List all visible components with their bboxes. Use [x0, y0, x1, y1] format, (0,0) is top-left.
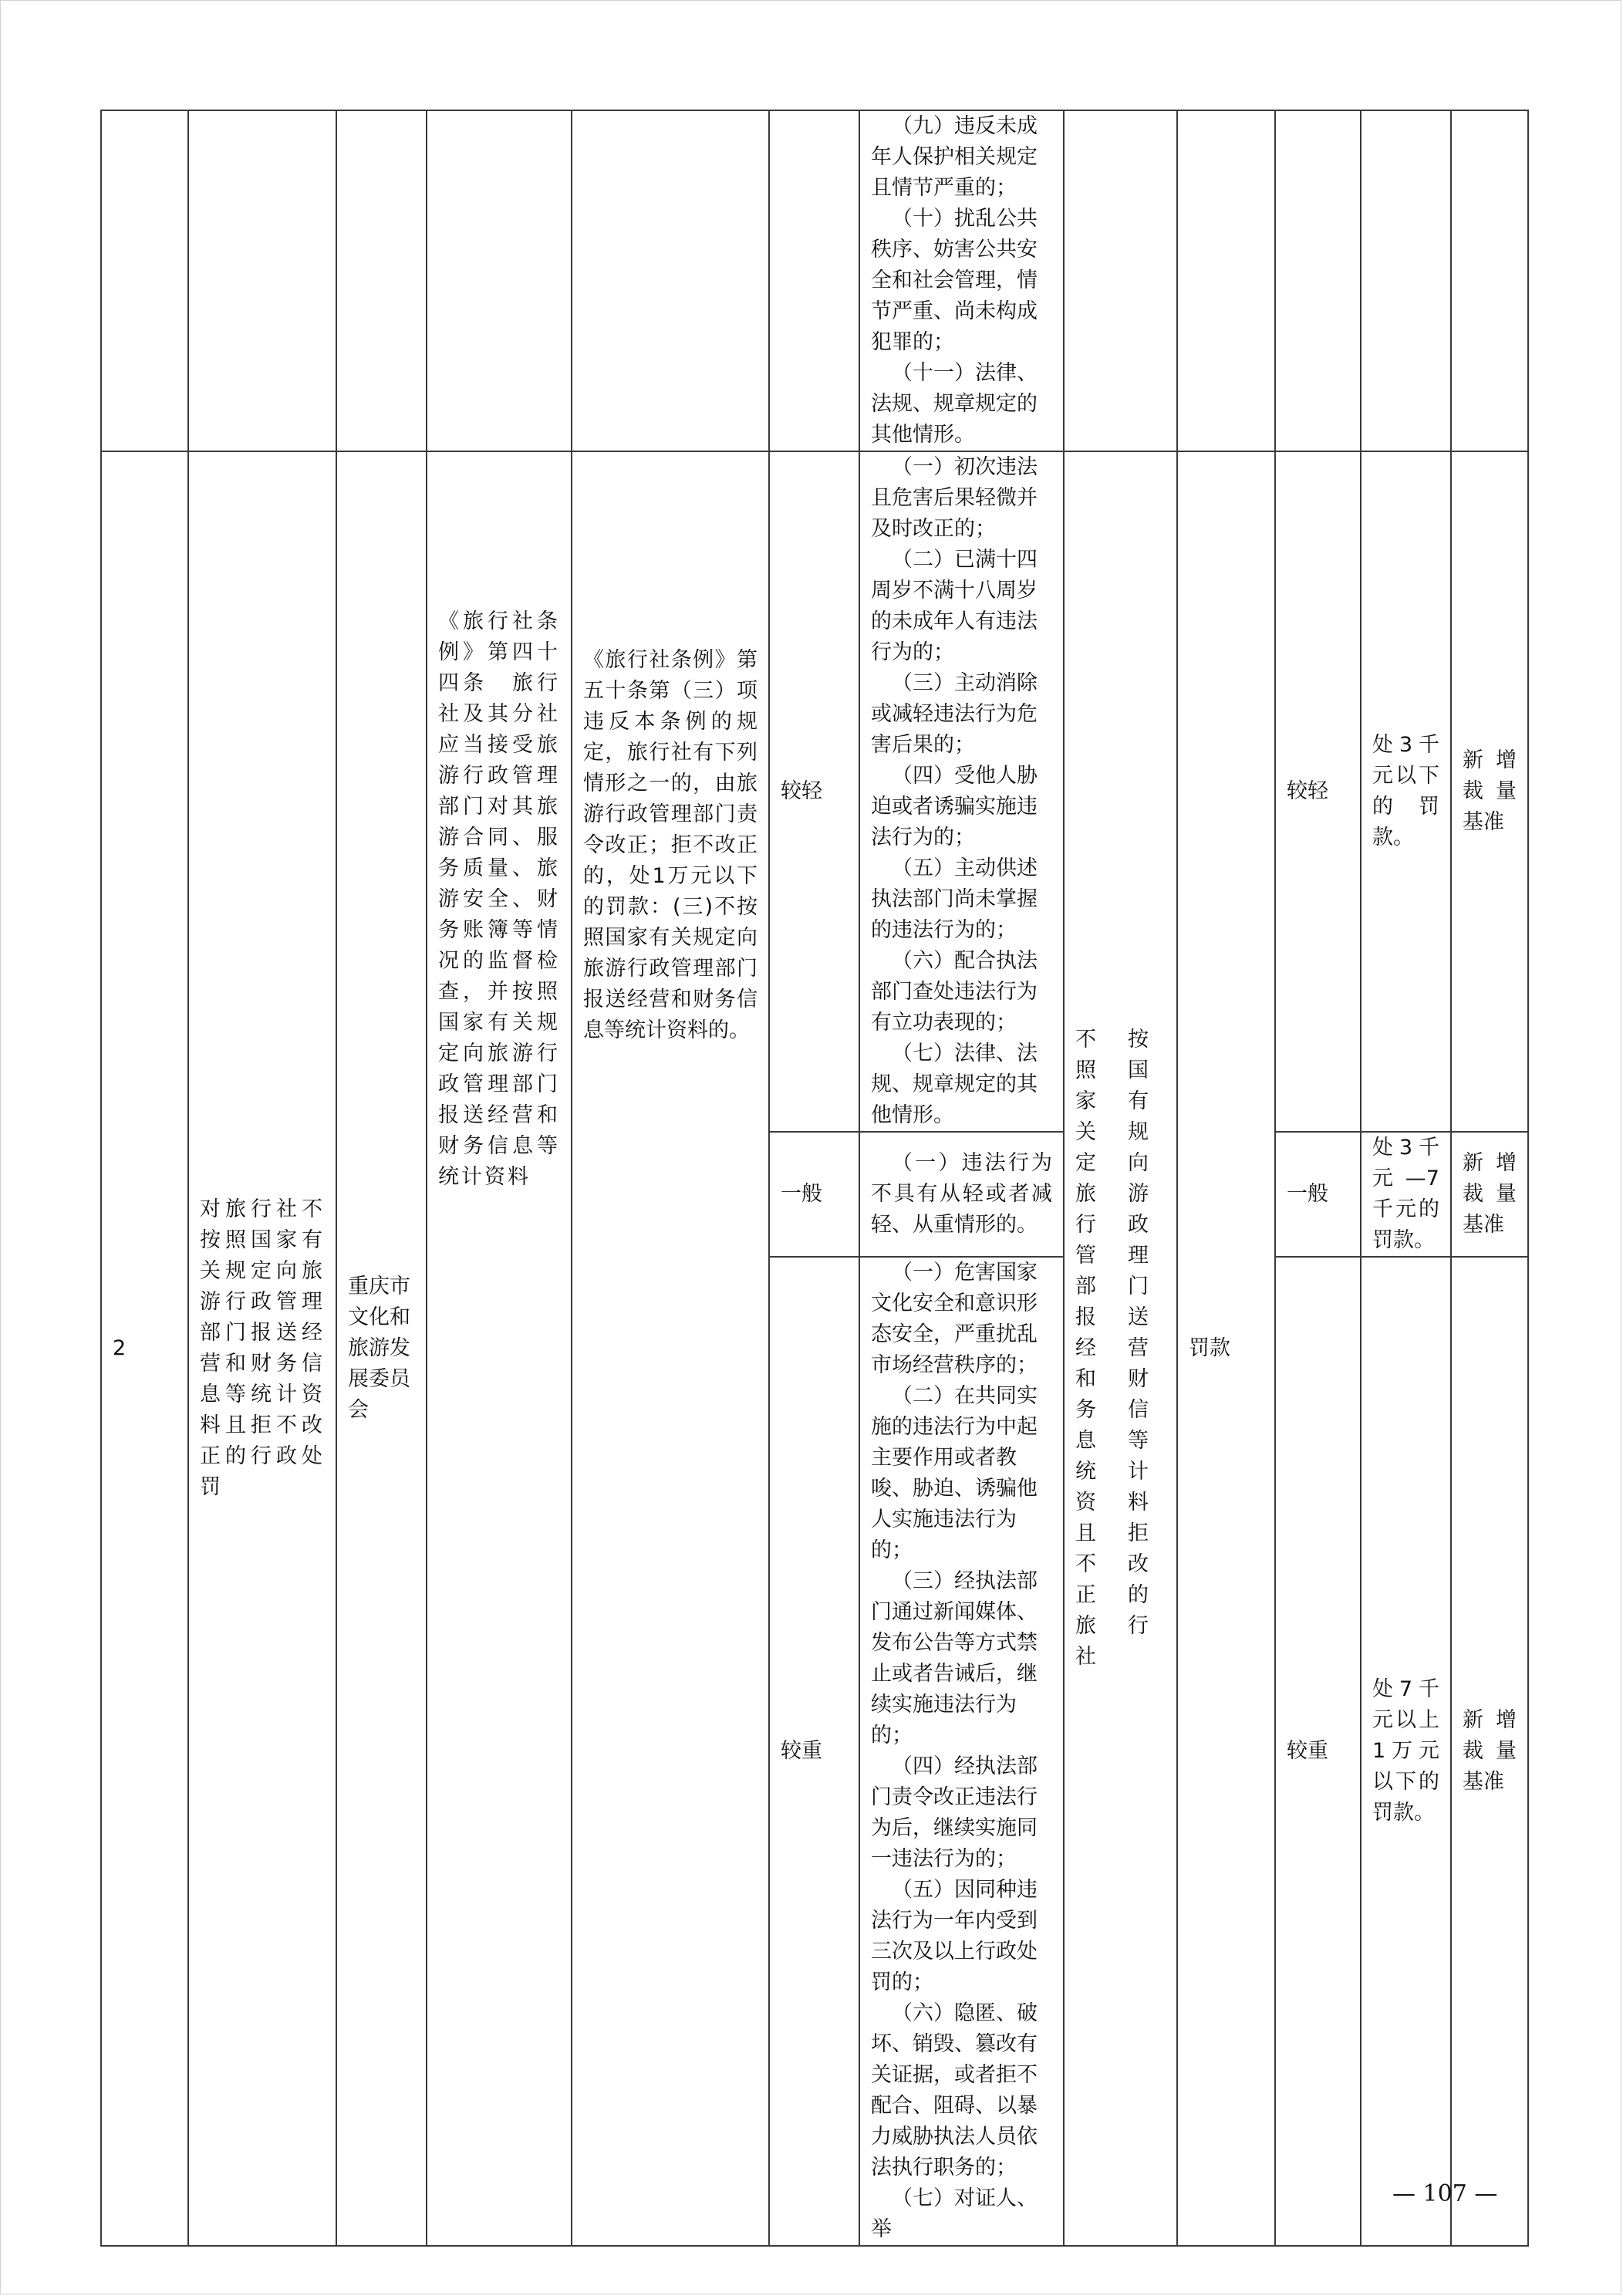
circumstance-item: （十一）法律、法规、规章规定的其他情形。	[871, 361, 1038, 447]
circumstance-item: （五）主动供述执法部门尚未掌握的违法行为的；	[871, 856, 1038, 942]
cell-note: 新增裁量基准	[1451, 1132, 1528, 1257]
circumstance-item: （六）配合执法部门查处违法行为有立功表现的；	[871, 949, 1038, 1035]
cell-standard: 处3千元以下的罚款。	[1361, 451, 1451, 1132]
cell-obligation-basis: 《旅行社条例》第四十四条 旅行社及其分社应当接受旅游行政管理部门对其旅游合同、服务质量、旅游安全、财务账簿等情况的监督检查，并按照国家有关规定向旅游行政管理部门报送经营和财务信息等统计资料	[427, 451, 572, 2246]
cell-level: 较轻	[769, 451, 859, 1132]
cell-empty	[427, 110, 572, 451]
table-row-continued	[101, 110, 1528, 451]
circumstance-item: （一）违法行为不具有从轻或者减轻、从重情形的。	[871, 1151, 1052, 1237]
cell-agency: 重庆市文化和旅游发展委员会	[336, 451, 427, 2246]
cell-penalty-type: 罚款	[1177, 451, 1275, 2246]
circumstance-item: （三）主动消除或减轻违法行为危害后果的；	[871, 671, 1038, 757]
cell-circumstances	[859, 1132, 1064, 1257]
cell-level: 较重	[769, 1257, 859, 2246]
circumstance-item: （四）经执法部门责令改正违法行为后，继续实施同一违法行为的；	[871, 1754, 1038, 1871]
circumstance-item: （十）扰乱公共秩序、妨害公共安全和社会管理，情节严重、尚未构成犯罪的；	[871, 207, 1038, 354]
cell-empty	[1361, 110, 1451, 451]
cell-level: 一般	[769, 1132, 859, 1257]
cell-empty	[572, 110, 769, 451]
cell-penalty-basis: 《旅行社条例》第五十条第（三）项违反本条例的规定，旅行社有下列情形之一的，由旅游行政管理部门责令改正；拒不改正的，处1万元以下的罚款：(三)不按照国家有关规定向旅游行政管理部门报送经营和财务信息等统计资料的。	[572, 451, 769, 2246]
cell-standard: 处7千元以上1万元以下的罚款。	[1361, 1257, 1451, 2246]
cell-empty	[1451, 110, 1528, 451]
circumstance-item: （七）对证人、举	[871, 2186, 1038, 2241]
cell-empty	[188, 110, 336, 451]
circumstance-item: （九）违反未成年人保护相关规定且情节严重的；	[871, 114, 1038, 200]
circumstance-item: （一）危害国家文化安全和意识形态安全，严重扰乱市场经营秩序的；	[871, 1261, 1038, 1377]
cell-empty	[1177, 110, 1275, 451]
table-row-level-light	[101, 451, 1528, 1132]
circumstance-item: （四）受他人胁迫或者诱骗实施违法行为的；	[871, 764, 1038, 849]
discretion-standard-table	[100, 110, 1529, 2247]
circumstance-item: （六）隐匿、破坏、销毁、篡改有关证据，或者拒不配合、阻碍、以暴力威胁执法人员依法执行职务的；	[871, 2001, 1038, 2180]
cell-empty	[101, 110, 188, 451]
circumstance-item: （三）经执法部门通过新闻媒体、发布公告等方式禁止或者告诫后，继续实施违法行为的；	[871, 1569, 1038, 1747]
cell-violation-subject: 不按照国家有关规定向旅游行政管理部门报送经营和财务信息等统计资料且拒不改正的旅行社	[1064, 451, 1177, 2246]
cell-circumstances	[859, 451, 1064, 1132]
cell-standard: 处3千元—7千元的罚款。	[1361, 1132, 1451, 1257]
circumstance-item: （一）初次违法且危害后果轻微并及时改正的；	[871, 455, 1038, 541]
circumstance-item: （二）在共同实施的违法行为中起主要作用或者教唆、胁迫、诱骗他人实施违法行为的；	[871, 1384, 1038, 1562]
cell-empty	[1064, 110, 1177, 451]
page-number: — 107 —	[1392, 2180, 1498, 2207]
cell-circumstances	[859, 1257, 1064, 2246]
cell-empty	[1275, 110, 1361, 451]
cell-row-index: 2	[101, 451, 188, 2246]
circumstance-item: （二）已满十四周岁不满十八周岁的未成年人有违法行为的；	[871, 548, 1038, 664]
cell-level-repeat: 一般	[1275, 1132, 1361, 1257]
cell-note: 新增裁量基准	[1451, 1257, 1528, 2246]
cell-empty	[769, 110, 859, 451]
cell-item-name: 对旅行社不按照国家有关规定向旅游行政管理部门报送经营和财务信息等统计资料且拒不改正的行政处罚	[188, 451, 336, 2246]
cell-level-repeat: 较重	[1275, 1257, 1361, 2246]
cell-note: 新增裁量基准	[1451, 451, 1528, 1132]
cell-empty	[336, 110, 427, 451]
cell-level-repeat: 较轻	[1275, 451, 1361, 1132]
cell-circumstances-continued	[859, 110, 1064, 451]
circumstance-item: （五）因同种违法行为一年内受到三次及以上行政处罚的；	[871, 1878, 1038, 1994]
circumstance-item: （七）法律、法规、规章规定的其他情形。	[871, 1042, 1038, 1127]
